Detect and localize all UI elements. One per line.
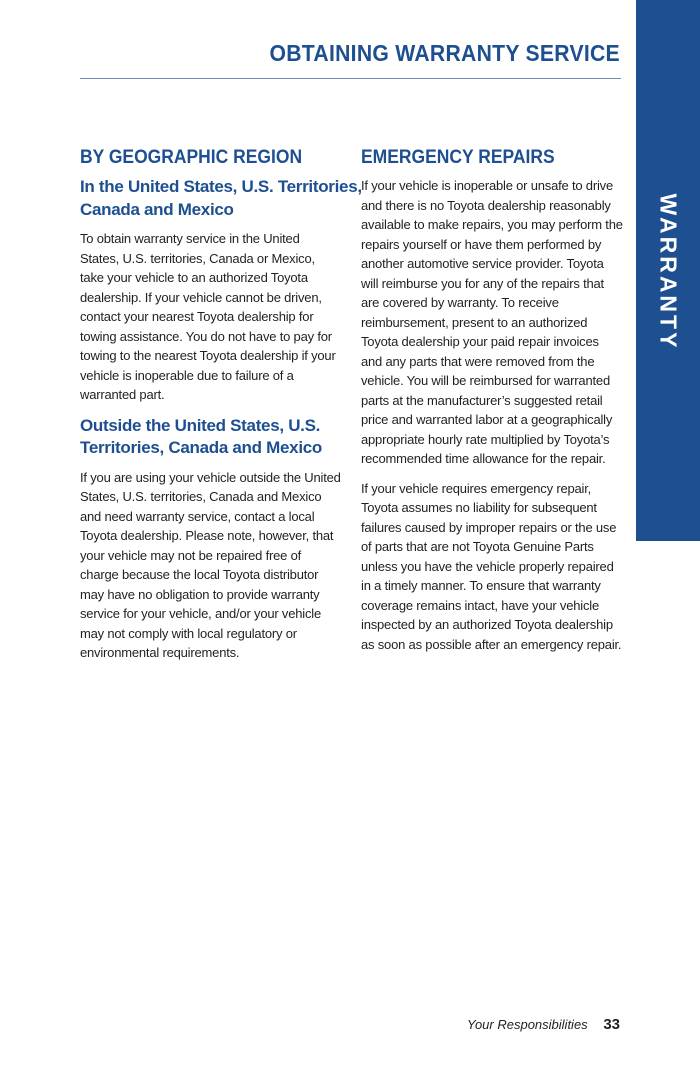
outside-us-body: If you are using your vehicle outside the United States, U.S. territories, Canada and Mexico and need warranty service, contact a local Toyota dealership. Please note, however, that your vehicle may not be repaired free of charge because the local Toyota distributor may have no obligation to provide warranty service for your vehicle, and/or your vehicle may not comply with local regulatory or environmental requirements. bbox=[80, 469, 341, 660]
emergency-repairs-heading: EMERGENCY REPAIRS bbox=[361, 147, 555, 168]
page-title: OBTAINING WARRANTY SERVICE bbox=[269, 40, 620, 66]
outside-us-subheading: Outside the United States, U.S. Territories, Canada and Mexico bbox=[80, 415, 322, 457]
footer-section-title: Your Responsibilities bbox=[467, 1017, 588, 1032]
section-tab-label: WARRANTY bbox=[655, 193, 682, 351]
left-column bbox=[80, 146, 362, 673]
us-territories-subheading: In the United States, U.S. Territories, Canada and Mexico bbox=[80, 177, 362, 219]
title-divider bbox=[80, 78, 621, 79]
emergency-repairs-paragraph: If your vehicle is inoperable or unsafe to drive and there is no Toyota dealership reasonably available to make repairs, you may perform the repairs yourself or have them performed by another automotive service provider. Toyota will reimburse you for any of the repairs that are covered by warranty. To receive reimbursement, present to an authorized Toyota dealership your paid repair invoices and any parts that were removed from the vehicle. You will be reimbursed for warranted parts at the manufacturer’s suggested retail price and warranted labor at a geographically appropriate hourly rate multiplied by Toyota’s recommended time allowance for the repair. bbox=[361, 178, 623, 466]
emergency-repairs-paragraph: If your vehicle requires emergency repair, Toyota assumes no liability for subsequent failures caused by improper repairs or the use of parts that are not Toyota Genuine Parts unless you have the vehicle properly repaired in a timely manner. To ensure that warranty coverage remains intact, have your vehicle inspected by an authorized Toyota dealership as soon as possible after an emergency repair. bbox=[361, 480, 622, 652]
page-footer bbox=[467, 1016, 620, 1033]
us-territories-body: To obtain warranty service in the United States, U.S. territories, Canada or Mexico, take your vehicle to an authorized Toyota dealership. If your vehicle cannot be driven, contact your nearest Toyota dealership for towing assistance. You do not have to pay for towing to the nearest Toyota dealership if your vehicle is inoperable due to failure of a warranted part. bbox=[80, 231, 336, 402]
geographic-region-heading: BY GEOGRAPHIC REGION bbox=[80, 147, 303, 168]
page-number: 33 bbox=[603, 1016, 620, 1033]
right-column bbox=[361, 146, 623, 664]
